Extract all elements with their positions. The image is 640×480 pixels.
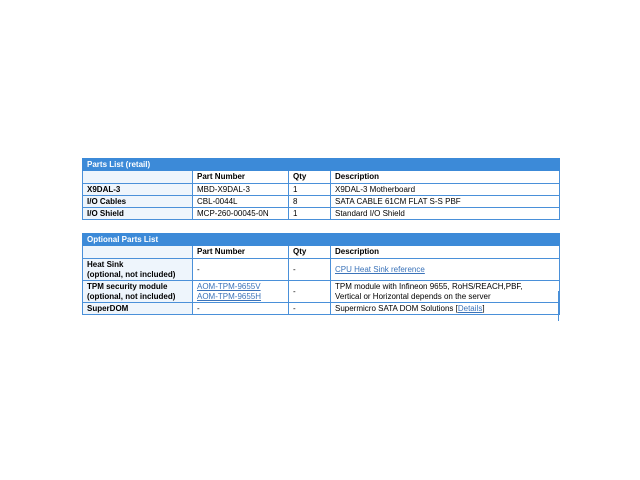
- table-row: [83, 196, 560, 208]
- table-row: [83, 281, 560, 303]
- optional-part-description: [331, 259, 560, 281]
- optional-part-description: [331, 281, 560, 303]
- optional-parts-header-description: Description: [331, 246, 560, 259]
- superdom-description-suffix: ]: [482, 303, 485, 313]
- parts-list-header-part-number: Part Number: [193, 171, 289, 184]
- optional-part-description-line2: Vertical or Horizontal depends on the server: [335, 291, 491, 301]
- superdom-description-prefix: Supermicro SATA DOM Solutions [: [335, 303, 458, 313]
- part-description: SATA CABLE 61CM FLAT S-S PBF: [331, 196, 560, 208]
- part-qty: 1: [289, 208, 331, 220]
- cpu-heat-sink-reference-link[interactable]: CPU Heat Sink reference: [335, 264, 425, 274]
- aom-tpm-9655h-link[interactable]: AOM-TPM-9655H: [197, 291, 262, 301]
- part-qty: 8: [289, 196, 331, 208]
- parts-list-title: Parts List (retail): [83, 159, 560, 171]
- part-qty: 1: [289, 184, 331, 196]
- table-row: [83, 184, 560, 196]
- optional-part-name: [83, 259, 193, 281]
- optional-part-name-line1: TPM security module: [87, 281, 168, 291]
- optional-parts-header-qty: Qty: [289, 246, 331, 259]
- table-row: [83, 259, 560, 281]
- optional-parts-list-table: [82, 233, 560, 315]
- part-name: X9DAL-3: [83, 184, 193, 196]
- optional-part-number: [193, 281, 289, 303]
- optional-parts-header-part-number: Part Number: [193, 246, 289, 259]
- optional-part-name-line1: Heat Sink: [87, 259, 124, 269]
- parts-list-header-row: [83, 171, 560, 184]
- optional-part-number: -: [193, 303, 289, 315]
- optional-parts-title: Optional Parts List: [83, 234, 560, 246]
- part-description: X9DAL-3 Motherboard: [331, 184, 560, 196]
- parts-list-header-description: Description: [331, 171, 560, 184]
- table-row: [83, 208, 560, 220]
- part-name: I/O Cables: [83, 196, 193, 208]
- aom-tpm-9655v-link[interactable]: AOM-TPM-9655V: [197, 281, 261, 291]
- part-description: Standard I/O Shield: [331, 208, 560, 220]
- part-number: MCP-260-00045-0N: [193, 208, 289, 220]
- optional-part-name: [83, 281, 193, 303]
- part-number: MBD-X9DAL-3: [193, 184, 289, 196]
- optional-part-number: -: [193, 259, 289, 281]
- part-name: I/O Shield: [83, 208, 193, 220]
- parts-list-header-blank: [83, 171, 193, 184]
- parts-list-header-qty: Qty: [289, 171, 331, 184]
- parts-list-table: [82, 158, 560, 220]
- superdom-details-link[interactable]: Details: [457, 303, 483, 313]
- optional-part-name-line2: (optional, not included): [87, 291, 176, 301]
- optional-parts-caption-row: [83, 234, 560, 246]
- optional-parts-header-blank: [83, 246, 193, 259]
- optional-parts-header-row: [83, 246, 560, 259]
- optional-part-qty: -: [289, 281, 331, 303]
- optional-part-description-line1: TPM module with Infineon 9655, RoHS/REACH,PBF,: [335, 281, 523, 291]
- optional-part-description: [331, 303, 560, 315]
- parts-list-caption-row: [83, 159, 560, 171]
- table-row: [83, 303, 560, 315]
- table-edge-divider: [558, 291, 559, 321]
- optional-part-name-line2: (optional, not included): [87, 269, 176, 279]
- optional-part-name: SuperDOM: [83, 303, 193, 315]
- optional-part-qty: -: [289, 259, 331, 281]
- optional-part-qty: -: [289, 303, 331, 315]
- part-number: CBL-0044L: [193, 196, 289, 208]
